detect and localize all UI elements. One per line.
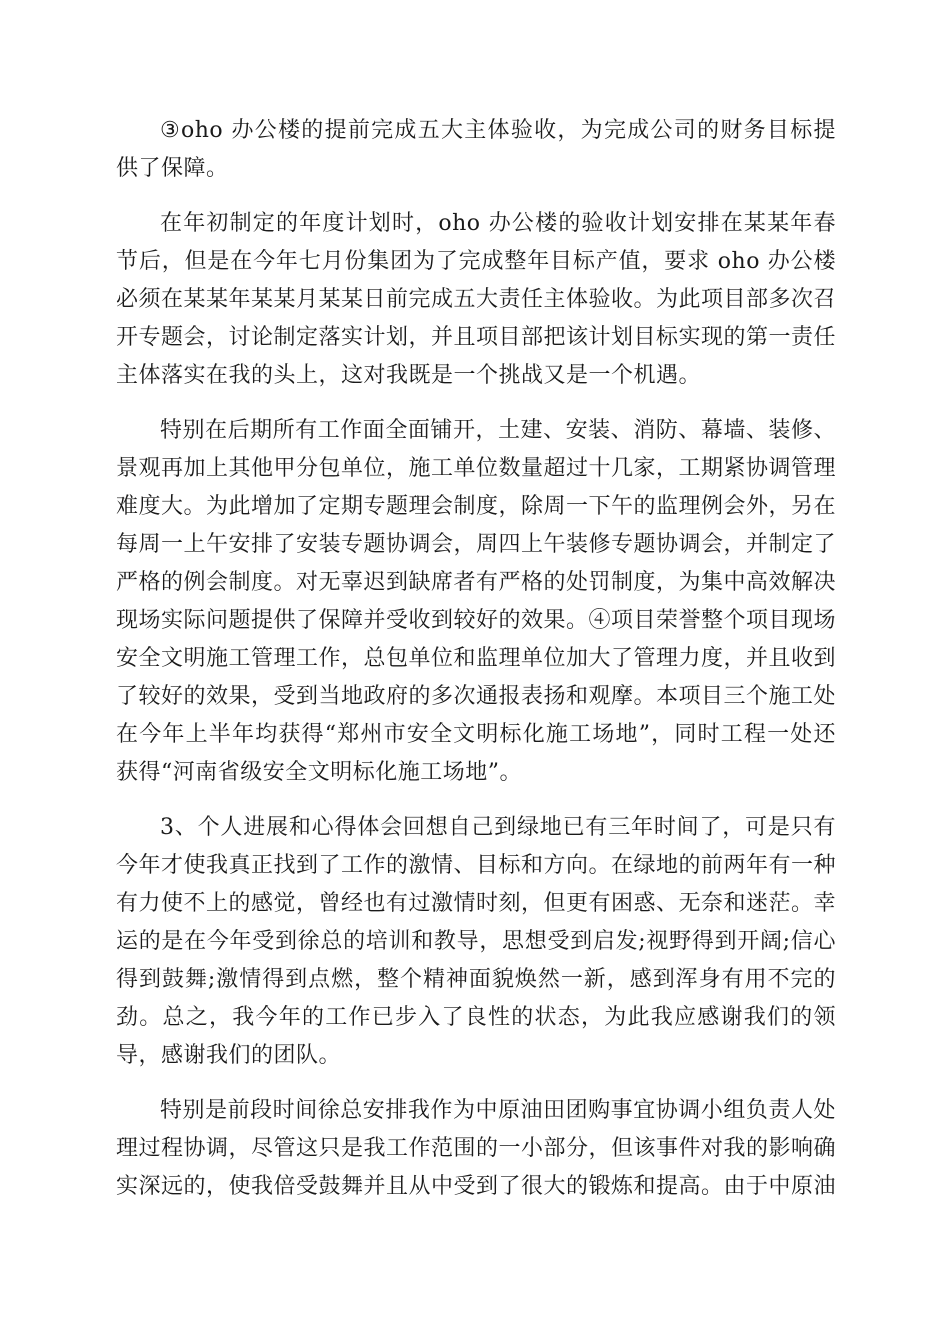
paragraph-annual-plan: 在年初制定的年度计划时，oho 办公楼的验收计划安排在某某年春节后，但是在今年七月份集团为了完成整年目标产值，要求 oho 办公楼必须在某某年某某月某某日前完成五大责任主体验收。为此项目部多次召开专题会，讨论制定落实计划，并且项目部把该计划目标实现的第一责任主体落实在我的头上，这对我既是一个挑战又是一个机遇。 — [116, 211, 837, 388]
document-body — [116, 112, 836, 1223]
paragraph-personal-progress: 3、个人进展和心得体会回想自己到绿地已有三年时间了，可是只有今年才使我真正找到了工作的激情、目标和方向。在绿地的前两年有一种有力使不上的感觉，曾经也有过激情时刻，但更有困惑、无奈和迷茫。幸运的是在今年受到徐总的培训和教导，思想受到启发;视野得到开阔;信心得到鼓舞;激情得到点燃，整个精神面貌焕然一新，感到浑身有用不完的劲。总之，我今年的工作已步入了良性的状态，为此我应感谢我们的领导，感谢我们的团队。 — [116, 815, 837, 1068]
paragraph-group-purchase: 特别是前段时间徐总安排我作为中原油田团购事宜协调小组负责人处理过程协调，尽管这只是我工作范围的一小部分，但该事件对我的影响确实深远的，使我倍受鼓舞并且从中受到了很大的锻炼和提高。由于中原油 — [116, 1098, 837, 1199]
paragraph-coordination-meetings: 特别在后期所有工作面全面铺开，土建、安装、消防、幕墙、装修、景观再加上其他甲分包单位，施工单位数量超过十几家，工期紧协调管理难度大。为此增加了定期专题理会制度，除周一下午的监理例会外，另在每周一上午安排了安装专题协调会，周四上午装修专题协调会，并制定了严格的例会制度。对无辜迟到缺席者有严格的处罚制度，为集中高效解决现场实际问题提供了保障并受收到较好的效果。④项目荣誉整个项目现场安全文明施工管理工作，总包单位和监理单位加大了管理力度，并且收到了较好的效果，受到当地政府的多次通报表扬和观摩。本项目三个施工处在今年上半年均获得“郑州市安全文明标化施工场地”，同时工程一处还获得“河南省级安全文明标化施工场地”。 — [116, 418, 837, 785]
paragraph-oho-acceptance: ③oho 办公楼的提前完成五大主体验收，为完成公司的财务目标提供了保障。 — [116, 118, 836, 181]
